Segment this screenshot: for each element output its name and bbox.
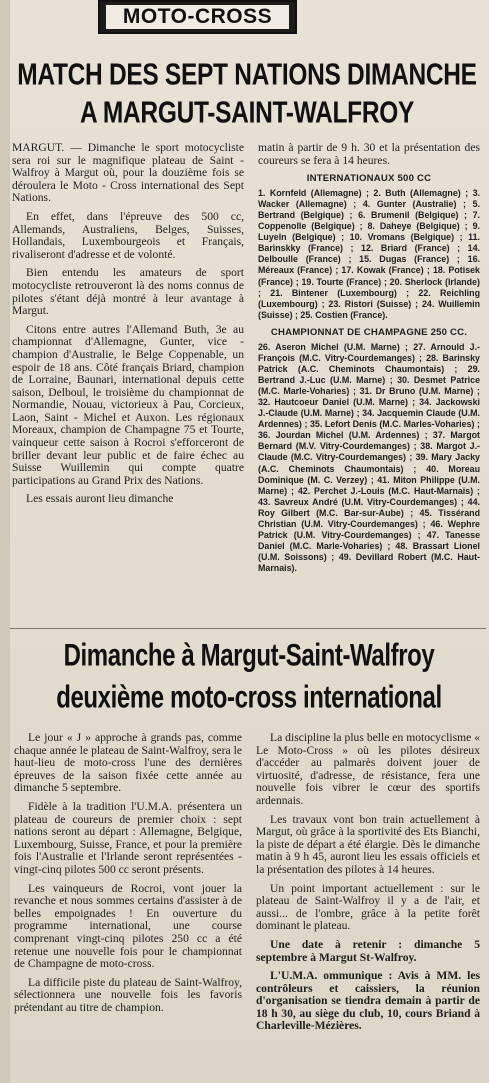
article2-paragraph: Le jour « J » approche à grands pas, comme chaque année le plateau de Saint-Walfroy, sera le haut-lieu de moto-cross l'une des dernières épreuves de la saison fixée cette année au dimanche 5 septembre. [14, 731, 242, 795]
champagne-title: CHAMPIONNAT DE CHAMPAGNE 250 CC. [270, 326, 468, 338]
article1-right-column [258, 142, 480, 574]
article2-headline-line1: Dimanche à Margut-Saint-Walfroy [63, 638, 435, 674]
article1-paragraph: En effet, dans l'épreuve des 500 cc, Allemands, Australiens, Belges, Suisses, Hollandais, Luxembourgeois et Français, rivaliseront d'adresse et de volonté. [12, 209, 244, 261]
article1-paragraph: Citons entre autres l'Allemand Buth, 3e au championnat d'Allemagne, Gunter, vice - champion d'Australie, le Belge Coppenable, un espoir de 18 ans. Côté français Briard, champion de Lorraine, Baunari, international depuis cette saison, Delboul, le troisième du championnat de Normandie, Nouau, victorieux à Pau, Corcieux, Laon, Saint - Michel et Auxon. Les régionaux Moreaux, champion de Champagne 75 et Tourte, vainqueur cette saison à Rocroi s'efforceront de briller devant leur public et de faire échec au Suisse Wuillemin qui compte quatre participations au Grand Prix des Nations. [12, 322, 244, 487]
internationaux-list: 1. Kornfeld (Allemagne) ; 2. Buth (Allemagne) ; 3. Wacker (Allemagne) ; 4. Gunter (Australie) ; 5. Bertrand (Belgique) ; 6. Brumenil (Belgique) ; 7. Coppenolle (Belgique) ; 8. Daheye (Belgique) ; 9. Luyeln (Belgique) ; 10. Vromans (Belgique) ; 11. Barinskky (France) ; 12. Briard (France) ; 14. Delboulle (France) ; 15. Dugas (France) ; 16. Méreaux (France) ; 17. Kowak (France) ; 18. Potisek (France) ; 19. Tourte (France) ; 20. Sherlock (Irlande) ; 21. Bintener (Luxembourg) ; 22. Reichling (Luxembourg) ; 23. Ristori (Suisse) ; 24. Wuillemin (Suisse) ; 25. Costien (France). [258, 187, 480, 320]
article2-paragraph: La difficile piste du plateau de Saint-Walfroy, sélectionnera une nouvelle fois les favoris prétendant au titre de champion. [14, 975, 242, 1014]
section-banner-label: MOTO-CROSS [106, 5, 289, 29]
article1-headline-line1: MATCH DES SEPT NATIONS DIMANCHE [17, 58, 477, 92]
article2-left-column [14, 732, 242, 1020]
article1-headline-line2: A MARGUT-SAINT-WALFROY [79, 96, 415, 130]
uma-communique: L'U.M.A. ommunique : Avis à MM. les contrôleurs et caissiers, la réunion d'organisation se tiendra demain à partir de 18 h 30, au siège du club, 10, cours Briand à Charleville-Mézières. [256, 969, 480, 1033]
article1-paragraph: Les essais auront lieu dimanche [26, 492, 174, 506]
article1-left-column [12, 142, 244, 512]
article2-paragraph: La discipline la plus belle en motocyclisme « Le Moto-Cross » où les pilotes désireux d'accéder au palmarès doivent jouer de virtuosité, d'adresse, de résistance, fera une nouvelle fois vibrer le cœur des sportifs ardennais. [256, 731, 480, 807]
champagne-list: 26. Aseron Michel (U.M. Marne) ; 27. Arnould J.-François (M.C. Vitry-Courdemanges) ; 28. Barinsky Patrick (A.C. Cheminots Chaumontais) ; 29. Bertrand J.-Luc (U.M. Marne) ; 30. Desmet Patrice (M.C. Marle-Voharies) ; 31. Dr Bruno (U.M. Marne) ; 32. Hautcoeur Daniel (U.M. Marne) ; 34. Jackowski J.-Claude (U.M. Marne) ; 34. Jacquemin Claude (U.M. Ardennes) ; 35. Lefort Denis (M.C. Marles-Voharies) ; 36. Jourdan Michel (U.M. Ardennes) ; 37. Margot Bernard (M.V. Vitry-Courdemanges) ; 38. Margot J.-Claude (M.C. Vitry-Courdemanges) ; 39. Mary Jacky (A.C. Cheminots Chaumontais) ; 40. Moreau Dominique (M. C. Verzey) ; 41. Miton Philippe (U.M. Marne) ; 42. Perchet J.-Louis (M.C. Haut-Marnais) ; 43. Savreux André (U.M. Vitry-Courdemanges) ; 44. Roy Gilbert (M.C. Bar-sur-Aube) ; 45. Tissérand Christian (U.M. Vitry-Courdemanges) ; 46. Wephre Patrick (U.M. Vitry-Courdemanges) ; 47. Tanesse Daniel (M.C. Marle-Voharies) ; 48. Brassart Lionel (U.M. Soissons) ; 49. Devillard Robert (M.C. Haut-Marnais). [258, 341, 480, 574]
article1-paragraph: MARGUT. — Dimanche le sport motocycliste sera roi sur le magnifique plateau de Saint - Walfroy à Margut où, pour la douzième fois se déroulera le Moto - Cross international des Sept Nations. [12, 141, 244, 205]
page-edge [0, 0, 10, 1083]
article2-paragraph: Les travaux vont bon train actuellement à Margut, où grâce à la sportivité des Ets Bianchi, la piste de départ a été élargie. Dès le dimanche matin à 9 h 45, auront lieu les essais officiels et la présentation des pilotes à 14 heures. [256, 812, 480, 876]
clipping-divider [10, 628, 486, 629]
article2-paragraph: Une date à retenir : dimanche 5 septembre à Margut St-Walfroy. [256, 937, 480, 964]
internationaux-title: INTERNATIONAUX 500 CC [306, 173, 432, 185]
article2-paragraph: Fidèle à la tradition l'U.M.A. présentera un plateau de coureurs de premier choix : sept nations seront au départ : Allemagne, Belgique, Luxembourg, Suisse, France, et pour la première fois l'Australie et l'Irlande seront représentées - vingt-cinq pilotes 500 cc seront présents. [14, 799, 242, 876]
article2-right-column [256, 732, 480, 1039]
section-banner [98, 0, 297, 34]
article1-paragraph: Bien entendu les amateurs de sport motocycliste retrouveront là des noms connus de pilotes s'étant déjà montré à leur avantage à Margut. [12, 266, 244, 318]
article2-paragraph: Les vainqueurs de Rocroi, vont jouer la revanche et nous sommes certains d'assister à de belles empoignades ! En ouverture du programme international, une course comprenant vingt-cinq pilotes 250 cc a été retenue une nouvelle fois pour le championnat de Champagne de moto-cross. [14, 881, 242, 971]
article2-paragraph: Un point important actuellement : sur le plateau de Saint-Walfroy il y a de l'air, et aussi... de l'ombre, grâce à la petite forêt dominant le plateau. [256, 881, 480, 933]
article2-headline-line2: deuxième moto-cross international [56, 680, 442, 716]
article1-intro: matin à partir de 9 h. 30 et la présentation des coureurs se fera à 14 heures. [258, 141, 480, 167]
